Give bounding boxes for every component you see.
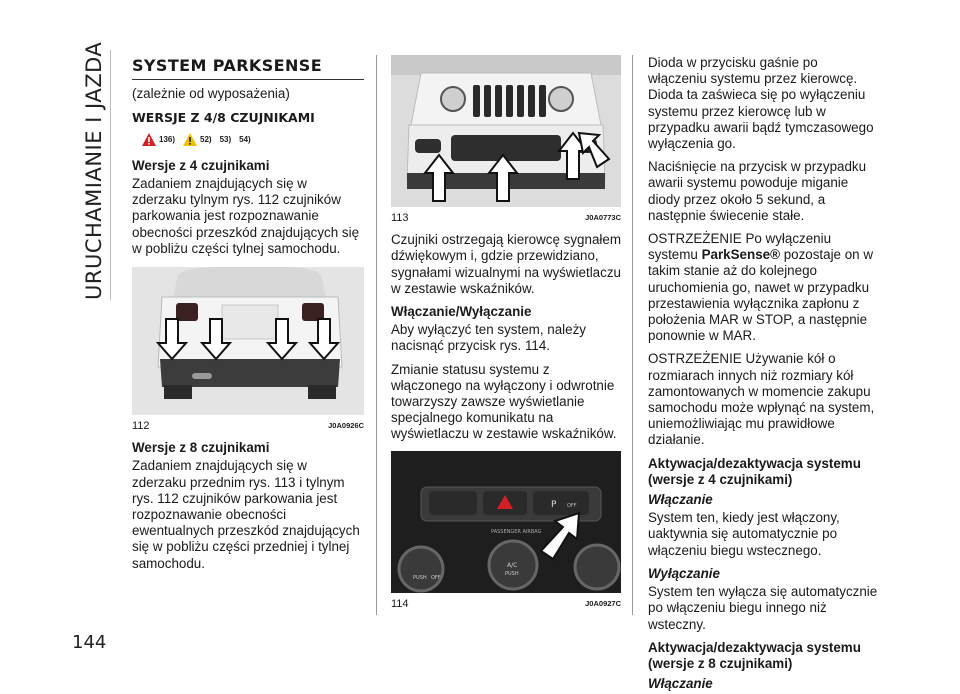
subheading-off: Wyłączanie bbox=[648, 565, 720, 581]
paragraph: Naciśnięcie na przycisk w przypadku awarii systemu powoduje miganie diody przez około 5 sekund, a następnie świecenie stałe. bbox=[648, 159, 867, 223]
figure-number: 112 bbox=[132, 420, 150, 433]
figure-number: 114 bbox=[391, 597, 409, 610]
section-title: SYSTEM PARKSENSE bbox=[132, 55, 364, 80]
paragraph: Dioda w przycisku gaśnie po włączeniu systemu przez kierowcę. Dioda ta zaświeca się po wyłączeniu systemu przez kierowcę lub w przypadku awarii bądź tymczasowego wyłączenia go. bbox=[648, 55, 874, 152]
column-3 bbox=[648, 55, 880, 694]
column-divider bbox=[376, 55, 377, 615]
text-8-sensors: Zadaniem znajdujących się w zderzaku przednim rys. 113 i tylnym rys. 112 czujników parkowania jest rozpoznawanie obecności ewentualnych przeszkód znajdujących się w pobliżu części przedniej i tylnej samochodu. bbox=[132, 458, 360, 571]
paragraph: Czujniki ostrzegają kierowcę sygnałem dźwiękowym i, gdzie przewidziano, sygnałami wizualnymi na wyświetlaczu w zestawie wskaźników. bbox=[391, 232, 621, 296]
figure-code: J0A0926C bbox=[328, 421, 364, 431]
heading-activation-8: Aktywacja/dezaktywacja systemu (wersje z 8 czujnikami) bbox=[648, 639, 861, 671]
figure-caption bbox=[391, 596, 621, 612]
figure-code: J0A0773C bbox=[585, 213, 621, 222]
panel-label: PUSH bbox=[413, 574, 427, 581]
parksense-button-icon: P bbox=[551, 499, 557, 510]
figure-front-car bbox=[391, 55, 621, 207]
danger-warning bbox=[142, 132, 175, 148]
panel-label: OFF bbox=[431, 574, 441, 581]
panel-label: A/C bbox=[507, 561, 518, 569]
paragraph: Aby wyłączyć ten system, należy nacisnąć przycisk rys. 114. bbox=[391, 322, 586, 354]
figure-button-panel bbox=[391, 451, 621, 593]
subheading-on: Włączanie bbox=[648, 492, 713, 508]
section-subtitle: (zależnie od wyposażenia) bbox=[132, 86, 290, 102]
figure-caption bbox=[391, 210, 621, 226]
subheading-on-8: Włączanie bbox=[648, 676, 713, 692]
warning-paragraph bbox=[648, 231, 880, 344]
paragraph: Zmianie statusu systemu z włączonego na wyłączony i odwrotnie towarzyszy zawsze wyświetlanie specjalnego komunikatu na wyświetlaczu w zestawie wskaźników. bbox=[391, 361, 617, 442]
panel-label: PUSH bbox=[505, 570, 519, 577]
warning-paragraph: OSTRZEŻENIE Używanie kół o rozmiarach innych niż rozmiary kół zamontowanych w momencie zakupu samochodu może wpłynąć na system, uniemożliwiając mu prawidłowe działanie. bbox=[648, 351, 875, 448]
danger-triangle-icon bbox=[142, 133, 156, 146]
figure-rear-car bbox=[132, 267, 364, 415]
subsection-title: WERSJE Z 4/8 CZUJNIKAMI bbox=[132, 110, 315, 126]
panel-label: OFF bbox=[567, 502, 577, 509]
chapter-title: URUCHAMIANIE I JAZDA bbox=[82, 41, 106, 300]
figure-caption bbox=[132, 418, 364, 434]
caution-warning bbox=[183, 132, 212, 148]
warning-text: pozostaje on w takim stanie aż do kolejnego uruchomienia go, nawet w przypadku przestawienia wyłącznika zapłonu z położenia MAR w STOP, a następnie ponownie w MAR. bbox=[648, 247, 874, 344]
warning-ref: 52) bbox=[200, 134, 212, 144]
parksense-name: ParkSense® bbox=[701, 247, 780, 263]
warning-references bbox=[142, 132, 364, 148]
text-4-sensors: Zadaniem znajdujących się w zderzaku tylnym rys. 112 czujników parkowania jest rozpoznawanie obecności przeszkód znajdujących się w pobliżu części tylnej samochodu. bbox=[132, 176, 360, 256]
rear-car-illustration bbox=[132, 267, 364, 415]
page-number: 144 bbox=[72, 632, 107, 653]
chapter-rule bbox=[110, 50, 111, 300]
heading-4-sensors: Wersje z 4 czujnikami bbox=[132, 157, 270, 173]
column-1 bbox=[132, 55, 364, 579]
paragraph: System ten wyłącza się automatycznie po włączeniu biegu innego niż wsteczny. bbox=[648, 584, 878, 632]
caution-triangle-icon bbox=[183, 133, 197, 146]
warning-label: OSTRZEŻENIE Po wyłączeniu systemu bbox=[648, 231, 832, 263]
paragraph: System ten, kiedy jest włączony, uaktywnia się automatycznie po włączeniu biegu wstecznego. bbox=[648, 510, 840, 558]
button-panel-illustration bbox=[391, 451, 621, 593]
heading-activation-4: Aktywacja/dezaktywacja systemu (wersje z 4 czujnikami) bbox=[648, 455, 861, 487]
figure-code: J0A0927C bbox=[585, 598, 621, 608]
front-car-illustration bbox=[391, 55, 621, 207]
warning-ref: 53) bbox=[219, 134, 232, 144]
heading-on-off: Włączanie/Wyłączanie bbox=[391, 304, 532, 320]
warning-ref: 54) bbox=[239, 134, 251, 144]
heading-8-sensors: Wersje z 8 czujnikami bbox=[132, 440, 270, 456]
warning-ref: 136) bbox=[159, 134, 176, 144]
column-2 bbox=[391, 55, 621, 618]
column-divider bbox=[632, 55, 633, 615]
panel-label: PASSENGER AIRBAG bbox=[491, 528, 542, 535]
figure-number: 113 bbox=[391, 212, 409, 224]
